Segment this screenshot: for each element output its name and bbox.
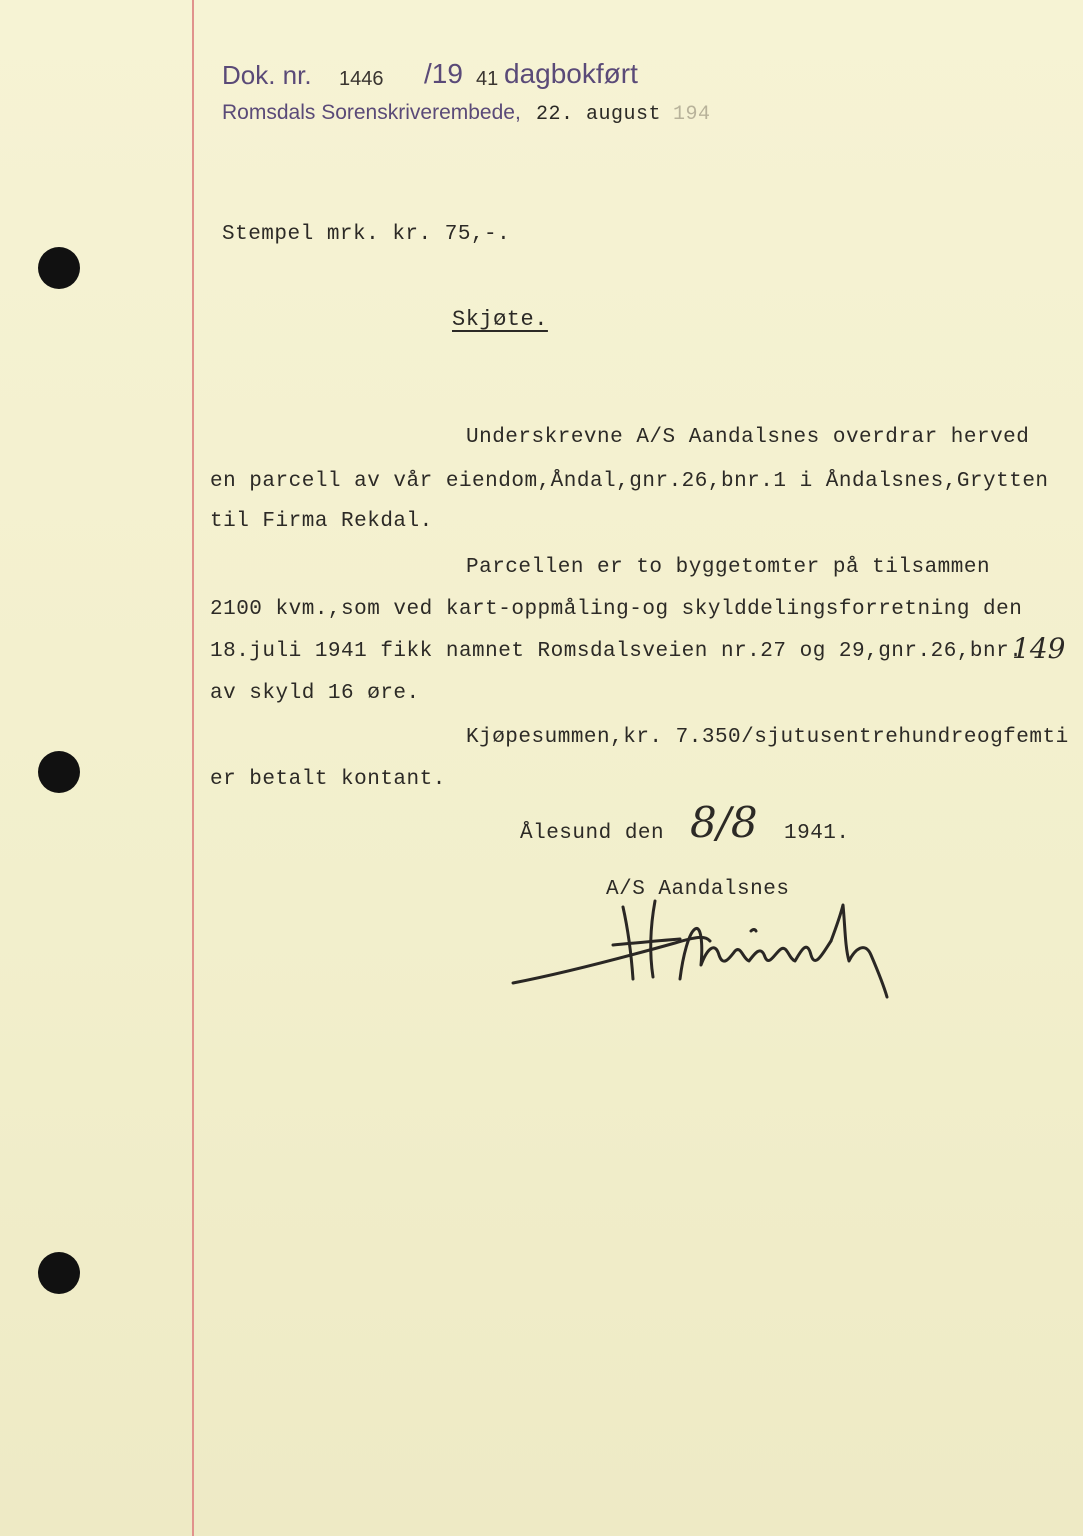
body-line: Underskrevne A/S Aandalsnes overdrar herved (466, 426, 1030, 449)
closing-place: Ålesund den (520, 822, 665, 845)
body-line: en parcell av vår eiendom,Åndal,gnr.26,bnr.1 i Åndalsnes,Grytten (210, 470, 1049, 493)
stamp-dok-label: Dok. nr. (222, 60, 312, 90)
punch-hole-top (38, 247, 80, 289)
body-line: 18.juli 1941 fikk namnet Romsdalsveien nr.27 og 29,gnr.26,bnr. (210, 640, 1023, 663)
body-line: til Firma Rekdal. (210, 510, 433, 533)
signature (505, 895, 905, 1005)
body-line: Kjøpesummen,kr. 7.350/sjutusentrehundreogfemti (466, 726, 1069, 749)
body-line: 2100 kvm.,som ved kart-oppmåling-og skylddelingsforretning den (210, 598, 1023, 621)
handwritten-bnr: 149 (1012, 632, 1066, 665)
margin-rule (192, 0, 194, 1536)
punch-hole-middle (38, 751, 80, 793)
body-line: av skyld 16 øre. (210, 682, 420, 705)
handwritten-date: 8/8 (690, 798, 758, 847)
stamp-date: 22. august (536, 103, 662, 126)
stamp-year-suffix: 41 (476, 68, 499, 90)
stamp-year-faint: 194 (673, 103, 711, 126)
stamp-year-prefix: /19 (424, 58, 463, 89)
body-line: Parcellen er to byggetomter på tilsammen (466, 556, 991, 579)
punch-hole-bottom (38, 1252, 80, 1294)
stamp-dok-number: 1446 (339, 68, 384, 90)
stamp-office: Romsdals Sorenskriverembede, (222, 101, 521, 124)
stamp-dagbokfort: dagbokført (504, 58, 638, 89)
closing-year: 1941. (784, 822, 850, 845)
body-line: er betalt kontant. (210, 768, 446, 791)
document-title: Skjøte. (452, 307, 548, 332)
stamp-duty-line: Stempel mrk. kr. 75,-. (222, 223, 511, 246)
company-name: A/S Aandalsnes (606, 878, 790, 901)
